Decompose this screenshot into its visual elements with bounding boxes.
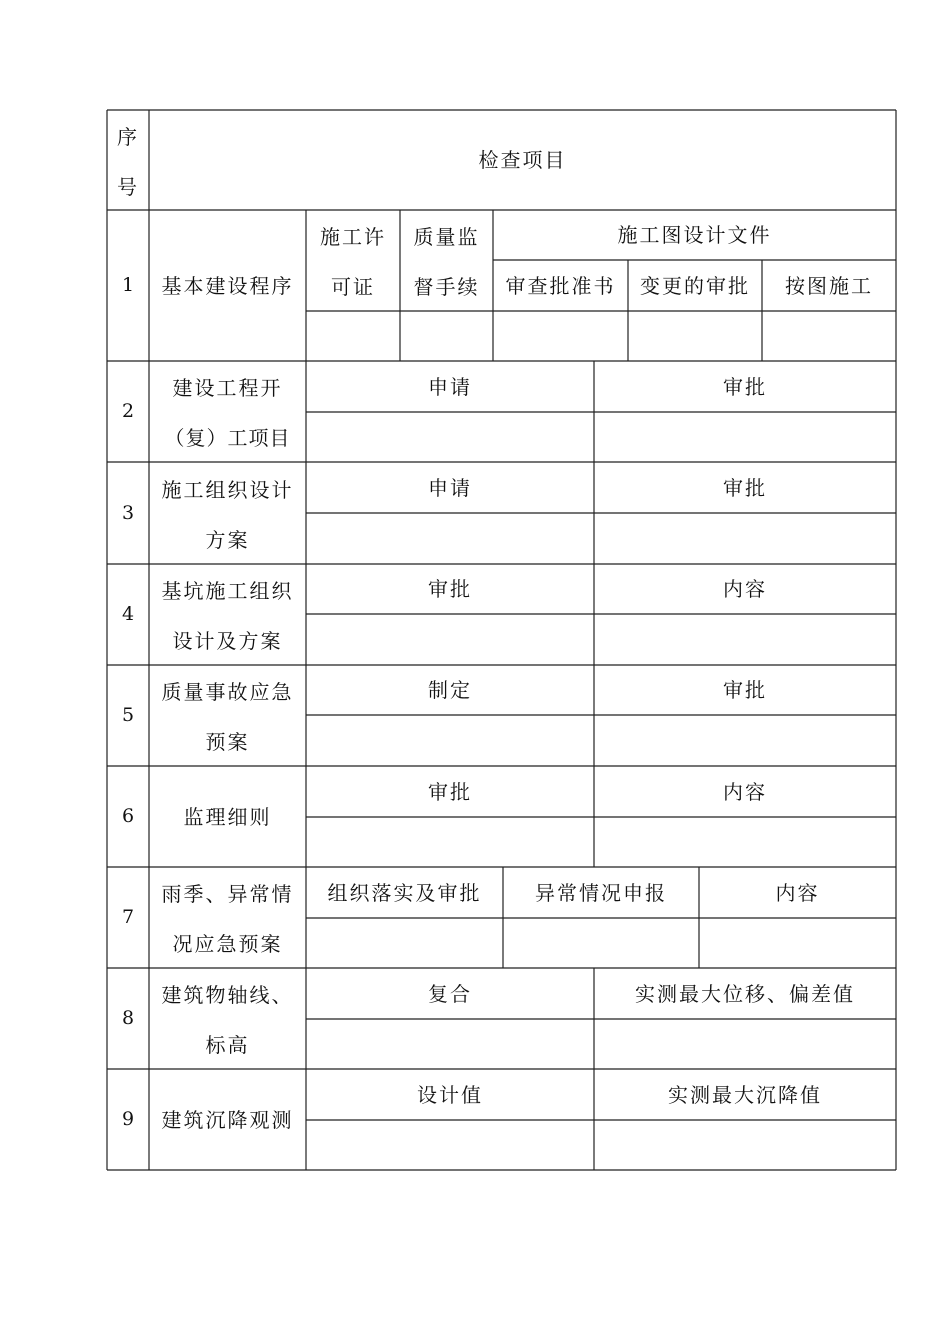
row-4-right-header: 内容 [723,577,767,601]
header-seq-line1: 序 [117,125,139,149]
row-3-number: 3 [121,501,135,524]
header-title: 检查项目 [478,148,567,172]
row-5-left-header: 制定 [428,678,472,702]
row-2-number: 2 [121,400,135,422]
row-1-build-entry[interactable] [763,312,895,360]
row-1-sub-change: 变更的审批 [640,273,750,298]
row-2-right-header: 审批 [723,374,767,399]
row-4-left-header: 审批 [428,577,472,601]
row-9-right-header: 实测最大沉降值 [668,1082,822,1107]
row-8-number: 8 [121,1007,135,1029]
row-4-label-line2: 设计及方案 [172,629,283,653]
row-2-label-line2: （复）工项目 [164,426,291,450]
row-3-label-line2: 方案 [205,528,250,552]
row-5-label-line1: 质量事故应急 [161,680,294,704]
row-6-right-header: 内容 [723,779,767,804]
row-1-permit-entry[interactable] [307,312,399,360]
row-1-supervision-line1: 质量监 [413,225,480,249]
row-7-label-line1: 雨季、异常情 [161,882,294,906]
row-6-number: 6 [121,805,135,827]
row-7-col-report: 异常情况申报 [535,880,667,905]
row-3-label-line1: 施工组织设计 [161,478,294,502]
row-8-label-line1: 建筑物轴线、 [161,983,294,1007]
row-6-label: 监理细则 [183,804,272,829]
row-1-permit-line2: 可证 [331,275,375,299]
row-7-col-organize: 组织落实及审批 [327,880,482,905]
row-4-label-line1: 基坑施工组织 [161,579,294,603]
row-2-label-line1: 建设工程开 [172,376,283,400]
row-8-right-header: 实测最大位移、偏差值 [635,981,855,1006]
row-3-left-header: 申请 [428,475,472,500]
row-1-supervision-entry[interactable] [401,312,492,360]
row-4-number: 4 [121,603,135,625]
row-2-left-header: 申请 [428,374,472,399]
row-1-sub-approval: 审查批准书 [505,273,616,298]
row-8-label-line2: 标高 [205,1033,250,1057]
row-9-number: 9 [121,1108,135,1130]
row-5-right-header: 审批 [723,678,767,702]
row-3-right-header: 审批 [723,475,767,500]
row-7-col-content: 内容 [775,880,820,905]
row-5-label-line2: 预案 [205,730,250,754]
row-7-number: 7 [121,906,135,928]
row-1-design-docs: 施工图设计文件 [617,223,772,247]
row-8-left-header: 复合 [428,981,472,1006]
row-9-label: 建筑沉降观测 [161,1107,294,1132]
row-1-label: 基本建设程序 [161,273,294,298]
row-5-number: 5 [121,704,135,726]
header-seq-line2: 号 [117,175,139,199]
row-1-sub-build: 按图施工 [785,273,873,298]
row-1-approval-entry[interactable] [494,312,627,360]
row-1-change-entry[interactable] [629,312,761,360]
row-1-permit-line1: 施工许 [320,225,386,249]
row-1-number: 1 [121,274,135,296]
row-9-left-header: 设计值 [417,1082,483,1107]
row-1-supervision-line2: 督手续 [413,275,480,299]
row-7-label-line2: 况应急预案 [172,932,283,956]
row-6-left-header: 审批 [428,779,472,804]
